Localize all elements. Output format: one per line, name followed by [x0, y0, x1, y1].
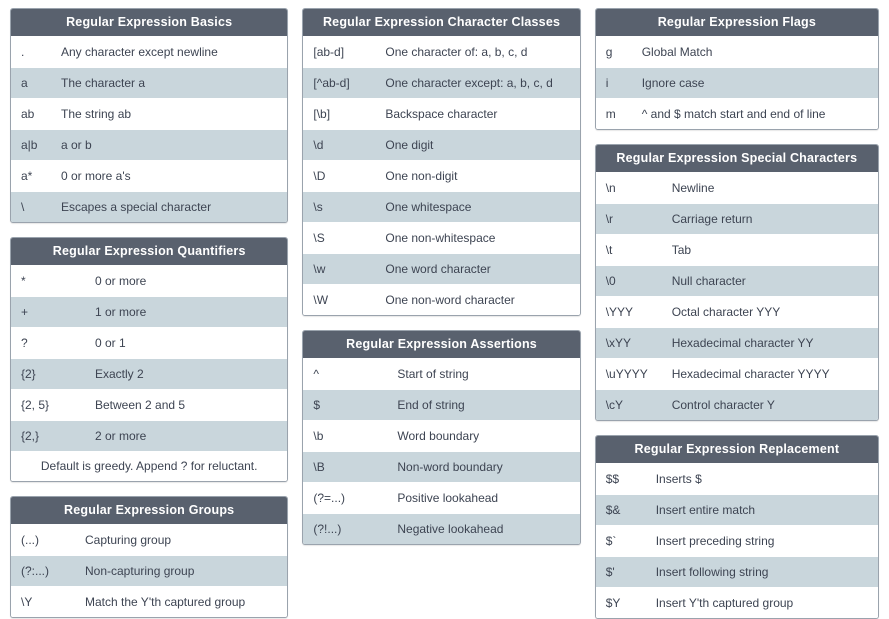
row-key: $` [605, 534, 617, 548]
table-row [596, 265, 878, 296]
row-value: Exactly 2 [95, 367, 144, 381]
row-value: Capturing group [85, 533, 172, 547]
row-key: {2} [21, 367, 36, 381]
card-title: Regular Expression Quantifiers [11, 238, 287, 265]
row-key: \s [313, 200, 323, 214]
row-value: Insert Y'th captured group [655, 596, 794, 610]
card-title: Regular Expression Flags [596, 9, 878, 36]
row-key: \W [313, 293, 329, 307]
row-key: \w [313, 262, 326, 276]
row-value: a or b [61, 138, 92, 152]
card-title: Regular Expression Character Classes [303, 9, 579, 36]
table-row [11, 98, 287, 129]
row-key: [\b] [313, 107, 331, 121]
table-row [303, 222, 579, 253]
table-row [596, 556, 878, 587]
row-value: Insert preceding string [655, 534, 775, 548]
table-row [303, 482, 579, 513]
table-row [11, 586, 287, 617]
row-key: a|b [21, 138, 38, 152]
row-key: $& [605, 503, 621, 517]
table-row [596, 172, 878, 203]
row-key: . [21, 45, 25, 59]
table-row [303, 513, 579, 544]
card-regex-basics [10, 8, 288, 223]
row-value: The string ab [61, 107, 132, 121]
table-row [11, 296, 287, 327]
table-row [11, 191, 287, 222]
row-key: $ [313, 398, 321, 412]
table-row [303, 129, 579, 160]
table-row [596, 67, 878, 98]
card-title: Regular Expression Basics [11, 9, 287, 36]
row-value: Word boundary [397, 429, 480, 443]
column-right [595, 8, 879, 619]
table-row [596, 525, 878, 556]
table-row [303, 358, 579, 389]
row-value: 2 or more [95, 429, 147, 443]
row-key: * [21, 274, 26, 288]
table-row [596, 587, 878, 618]
row-key: (?=...) [313, 491, 346, 505]
row-key: + [21, 305, 29, 319]
row-value: 1 or more [95, 305, 147, 319]
table-row [303, 36, 579, 67]
row-value: Backspace character [385, 107, 498, 121]
card-regex-special-characters [595, 144, 879, 421]
quantifiers-note: Default is greedy. Append ? for reluctant. [11, 451, 287, 481]
table-row [596, 36, 878, 67]
row-value: Global Match [641, 45, 713, 59]
row-key: {2,} [21, 429, 40, 443]
row-value: Hexadecimal character YY [671, 336, 814, 350]
row-value: End of string [397, 398, 465, 412]
card-regex-assertions [302, 330, 580, 545]
row-key: [ab-d] [313, 45, 345, 59]
row-value: One non-whitespace [385, 231, 496, 245]
table-row [303, 284, 579, 315]
row-value: Hexadecimal character YYYY [671, 367, 830, 381]
row-key: \ [21, 200, 25, 214]
row-key: \B [313, 460, 325, 474]
table-row [11, 265, 287, 296]
table-row [11, 389, 287, 420]
row-value: One character of: a, b, c, d [385, 45, 528, 59]
table-row [596, 203, 878, 234]
card-title: Regular Expression Replacement [596, 436, 878, 463]
table-row [596, 234, 878, 265]
row-key: \S [313, 231, 325, 245]
row-value: One non-word character [385, 293, 515, 307]
card-title: Regular Expression Special Characters [596, 145, 878, 172]
table-row [303, 160, 579, 191]
row-key: a [21, 76, 28, 90]
row-value: ^ and $ match start and end of line [641, 107, 826, 121]
table-row [596, 327, 878, 358]
row-value: One digit [385, 138, 434, 152]
column-left [10, 8, 288, 618]
row-key: \Y [21, 595, 33, 609]
table-row [11, 36, 287, 67]
row-value: Tab [671, 243, 692, 257]
row-key: (?!...) [313, 522, 342, 536]
row-value: Ignore case [641, 76, 705, 90]
table-row [11, 555, 287, 586]
row-key: \r [605, 212, 614, 226]
row-key: $Y [605, 596, 621, 610]
table-row [596, 463, 878, 494]
row-key: i [605, 76, 609, 90]
table-row [303, 420, 579, 451]
row-value: 0 or more a's [61, 169, 131, 183]
row-value: Between 2 and 5 [95, 398, 186, 412]
table-row [303, 253, 579, 284]
row-value: The character a [61, 76, 146, 90]
card-regex-groups [10, 496, 288, 618]
row-value: Octal character YYY [671, 305, 781, 319]
card-regex-replacement [595, 435, 879, 619]
row-value: One character except: a, b, c, d [385, 76, 553, 90]
table-row [303, 98, 579, 129]
table-row [303, 191, 579, 222]
table-row [303, 389, 579, 420]
row-key: \D [313, 169, 326, 183]
row-key: \d [313, 138, 324, 152]
row-value: Negative lookahead [397, 522, 504, 536]
row-value: Carriage return [671, 212, 753, 226]
table-row [11, 358, 287, 389]
row-value: Newline [671, 181, 715, 195]
row-value: Match the Y'th captured group [85, 595, 246, 609]
table-row [11, 524, 287, 555]
table-row [11, 129, 287, 160]
row-value: Control character Y [671, 398, 775, 412]
row-value: Insert entire match [655, 503, 756, 517]
table-row [596, 494, 878, 525]
row-key: \0 [605, 274, 616, 288]
row-key: a* [21, 169, 33, 183]
row-key: \cY [605, 398, 624, 412]
row-key: \n [605, 181, 616, 195]
table-row [303, 67, 579, 98]
table-row [596, 358, 878, 389]
row-key: (?:...) [21, 564, 50, 578]
row-key: {2, 5} [21, 398, 50, 412]
column-middle [302, 8, 580, 545]
row-key: m [605, 107, 616, 121]
row-key: g [605, 45, 613, 59]
card-regex-character-classes [302, 8, 580, 316]
row-value: Start of string [397, 367, 469, 381]
table-row [303, 451, 579, 482]
row-value: Inserts $ [655, 472, 702, 486]
row-key: \uYYYY [605, 367, 648, 381]
row-key: $$ [605, 472, 620, 486]
row-value: 0 or 1 [95, 336, 126, 350]
row-key: \t [605, 243, 613, 257]
row-key: [^ab-d] [313, 76, 350, 90]
table-row [11, 160, 287, 191]
row-value: Non-word boundary [397, 460, 503, 474]
row-key: \b [313, 429, 324, 443]
row-value: Non-capturing group [85, 564, 195, 578]
table-row [11, 67, 287, 98]
card-regex-flags [595, 8, 879, 130]
row-value: Insert following string [655, 565, 769, 579]
table-row [11, 420, 287, 451]
row-value: Positive lookahead [397, 491, 499, 505]
row-value: Any character except newline [61, 45, 218, 59]
row-key: ^ [313, 367, 319, 381]
card-regex-quantifiers [10, 237, 288, 482]
card-title: Regular Expression Assertions [303, 331, 579, 358]
table-row [11, 327, 287, 358]
row-key: \xYY [605, 336, 632, 350]
row-value: Escapes a special character [61, 200, 212, 214]
row-key: ? [21, 336, 28, 350]
row-value: One whitespace [385, 200, 472, 214]
row-key: \YYY [605, 305, 634, 319]
table-row [596, 98, 878, 129]
row-key: $' [605, 565, 615, 579]
table-row [596, 296, 878, 327]
row-key: (...) [21, 533, 39, 547]
row-value: One word character [385, 262, 491, 276]
table-row [596, 389, 878, 420]
row-value: 0 or more [95, 274, 147, 288]
row-value: Null character [671, 274, 746, 288]
card-title: Regular Expression Groups [11, 497, 287, 524]
row-value: One non-digit [385, 169, 458, 183]
row-key: ab [21, 107, 35, 121]
